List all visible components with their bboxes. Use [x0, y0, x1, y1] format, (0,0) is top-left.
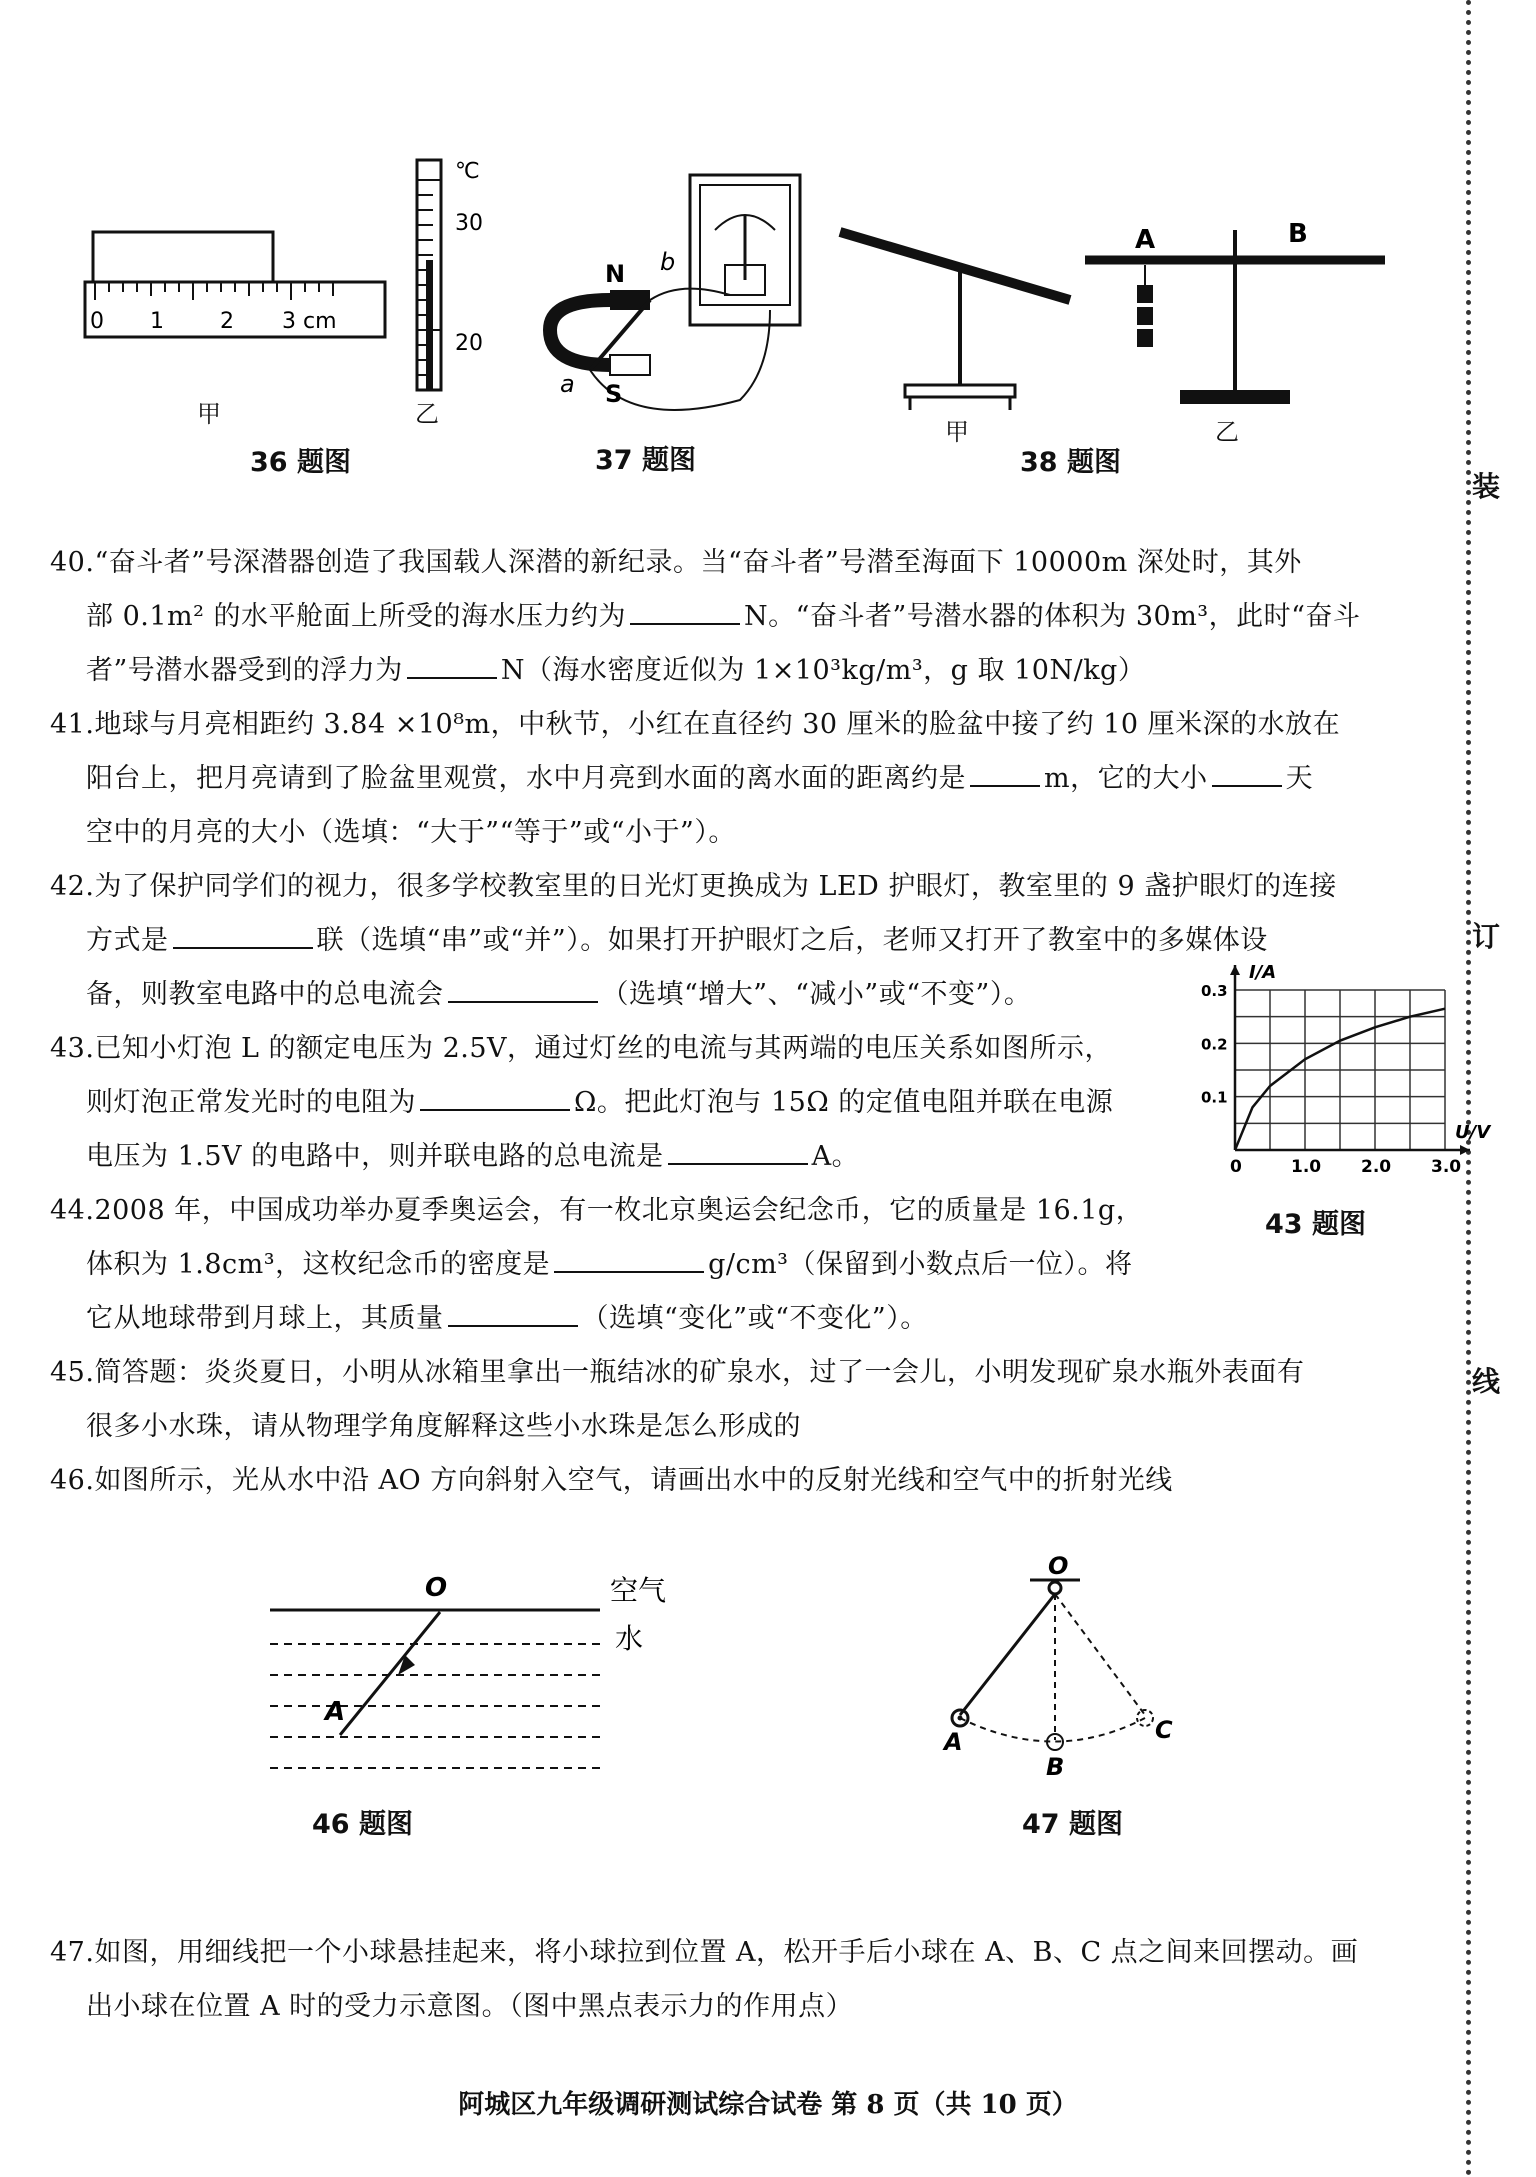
figure-37-induction [530, 170, 820, 420]
question-43: 43.已知小灯泡 L 的额定电压为 2.5V，通过灯丝的电流与其两端的电压关系如图所示， 则灯泡正常发光时的电阻为 Ω。把此灯泡与 15Ω 的定值电阻并联在电源 电压为 1.5V 的电路中，则并联电路的总电流是 A。 [50, 1033, 1114, 1172]
fig38-label-jia: 甲 [945, 418, 969, 446]
question-46: 46.如图所示，光从水中沿 AO 方向斜射入空气，请画出水中的反射光线和空气中的折射光线 [50, 1465, 1173, 1496]
fig47-caption: 47 题图 [1022, 1809, 1123, 1840]
y-tick-label: 0.3 [1201, 982, 1228, 1000]
q44-blank-2 [448, 1299, 578, 1327]
x-tick-label: 2.0 [1361, 1157, 1392, 1177]
thermo-tick-20: 20 [455, 331, 483, 356]
margin-char-xian: 线 [1472, 1365, 1501, 1398]
fig38-label-A: A [1135, 225, 1156, 255]
x-tick-label: 0 [1230, 1157, 1242, 1177]
question-42: 42.为了保护同学们的视力，很多学校教室里的日光灯更换成为 LED 护眼灯，教室里的 9 盏护眼灯的连接 方式是 联（选填“串”或“并”）。如果打开护眼灯之后，老师又打开了教室中的多媒体设 备，则教室电路中的总电流会 （选填“增大”、“减小”或“不变”）。 [50, 871, 1337, 1010]
fig43-caption: 43 题图 [1265, 1209, 1366, 1240]
fig46-label-water: 水 [615, 1622, 644, 1655]
page-footer: 阿城区九年级调研测试综合试卷 第 8 页（共 10 页） [458, 2090, 1078, 2120]
q40-blank-1 [630, 597, 740, 625]
ruler-tick-1: 1 [150, 309, 164, 334]
fig37-label-a: a [560, 370, 575, 398]
x-axis-label: U/V [1455, 1122, 1491, 1143]
ruler-tick-3cm: 3 cm [282, 309, 337, 334]
question-44: 44.2008 年，中国成功举办夏季奥运会，有一枚北京奥运会纪念币，它的质量是 16.1g， 体积为 1.8cm³，这枚纪念币的密度是 g/cm³（保留到小数点后一位）。将 它从地球带到月球上，其质量 （选填“变化”或“不变化”）。 [50, 1195, 1144, 1334]
ruler-tick-0: 0 [90, 309, 104, 334]
fig47-label-O: O [1048, 1552, 1069, 1580]
q44-blank-1 [554, 1245, 704, 1273]
y-axis-label: I/A [1249, 962, 1277, 983]
figure-43-iu-chart [1200, 962, 1491, 1180]
q43-blank-2 [668, 1137, 808, 1165]
q41-blank-1 [970, 759, 1040, 787]
fig36-caption: 36 题图 [250, 447, 351, 478]
iu-chart-svg [1200, 962, 1491, 1180]
question-45: 45.简答题：炎炎夏日，小明从冰箱里拿出一瓶结冰的矿泉水，过了一会儿，小明发现矿泉水瓶外表面有 很多小水珠，请从物理学角度解释这些小水珠是怎么形成的 [50, 1357, 1305, 1442]
fig47-label-C: C [1155, 1716, 1173, 1744]
fig47-label-A: A [944, 1728, 963, 1756]
q40-blank-2 [407, 651, 497, 679]
margin-char-zhuang: 装 [1472, 470, 1501, 503]
fig37-label-N: N [605, 260, 626, 288]
figure-47-pendulum [940, 1552, 1180, 1781]
x-axis-arrow [1460, 1145, 1470, 1155]
fig46-label-air: 空气 [610, 1574, 667, 1607]
figure-38-lever [830, 210, 1390, 430]
q42-blank-1 [173, 921, 313, 949]
q42-blank-2 [448, 975, 598, 1003]
fig37-label-S: S [605, 380, 623, 408]
x-tick-label: 1.0 [1291, 1157, 1322, 1177]
question-40: 40.“奋斗者”号深潜器创造了我国载人深潜的新纪录。当“奋斗者”号潜至海面下 10000m 深处时，其外 部 0.1m² 的水平舱面上所受的海水压力约为 N。“奋斗者”号潜水器的体积为 30m³，此时“奋斗 者”号潜水器受到的浮力为 N（海水密度近似为 1×10³kg/m³，g 取 10N/kg） [50, 547, 1361, 686]
figure-36-ruler [80, 150, 400, 350]
fig38-caption: 38 题图 [1020, 447, 1121, 478]
q43-blank-1 [420, 1083, 570, 1111]
fig38-label-B: B [1288, 219, 1308, 249]
question-41: 41.地球与月亮相距约 3.84 ×10⁸m，中秋节，小红在直径约 30 厘米的脸盆中接了约 10 厘米深的水放在 阳台上，把月亮请到了脸盆里观赏，水中月亮到水面的离水面的距离约是 m，它的大小 天 空中的月亮的大小（选填：“大于”“等于”或“小于”）。 [50, 709, 1341, 848]
fig37-label-b: b [660, 248, 676, 276]
q41-blank-2 [1212, 759, 1282, 787]
y-tick-label: 0.2 [1201, 1035, 1228, 1054]
fig36-label-jia: 甲 [197, 400, 221, 428]
y-tick-label: 0.1 [1201, 1088, 1228, 1107]
ruler-tick-2: 2 [220, 309, 234, 334]
fig47-label-B: B [1046, 1753, 1065, 1781]
fig46-caption: 46 题图 [312, 1809, 413, 1840]
figure-46-refraction [260, 1560, 690, 1780]
margin-char-ding: 订 [1472, 920, 1501, 953]
fig46-label-A: A [325, 1697, 346, 1727]
x-tick-label: 3.0 [1431, 1157, 1462, 1177]
fig37-caption: 37 题图 [595, 445, 696, 476]
fig38-label-yi: 乙 [1215, 418, 1239, 446]
fig46-label-O: O [425, 1573, 448, 1603]
fig36-label-yi: 乙 [415, 400, 439, 428]
y-axis-arrow [1230, 965, 1240, 975]
thermo-unit: ℃ [455, 159, 480, 184]
thermo-tick-30: 30 [455, 211, 483, 236]
question-47: 47.如图，用细线把一个小球悬挂起来，将小球拉到位置 A，松开手后小球在 A、B、C 点之间来回摆动。画 出小球在位置 A 时的受力示意图。（图中黑点表示力的作用点） [50, 1937, 1359, 2022]
figure-36-thermometer [405, 150, 505, 390]
